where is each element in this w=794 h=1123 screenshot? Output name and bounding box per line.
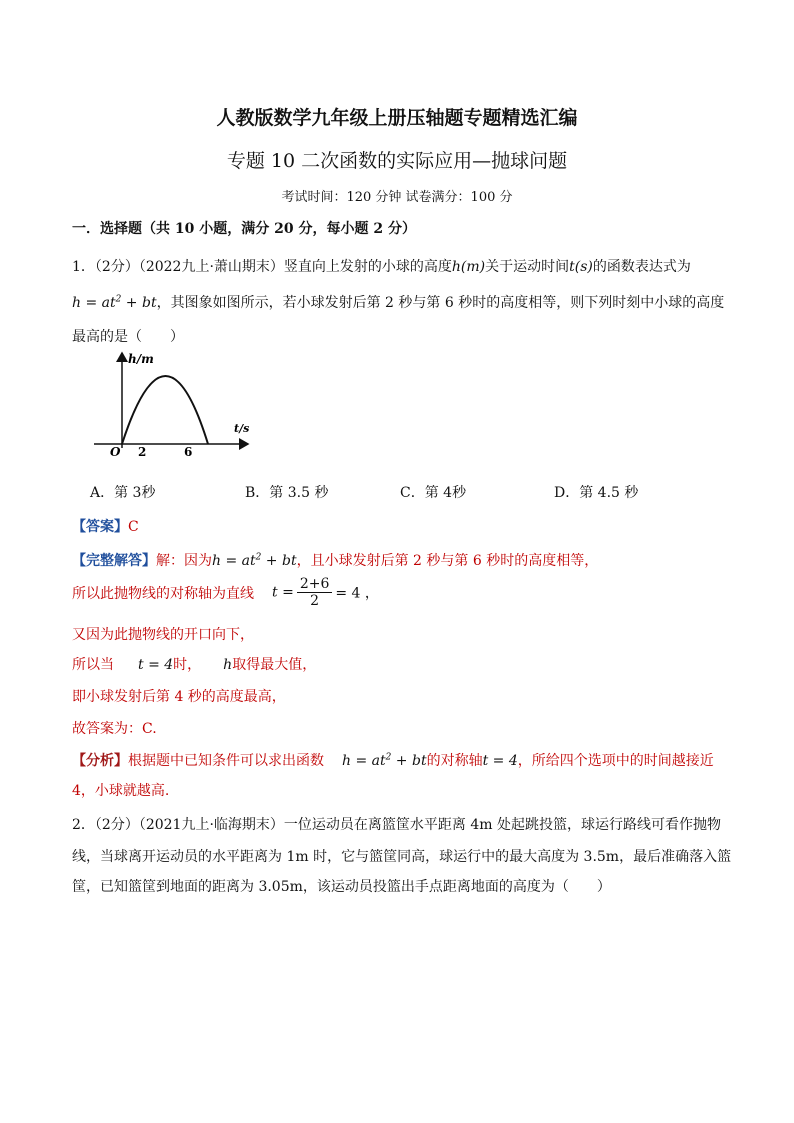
- document-topic-title: 专题 10 二次函数的实际应用—抛球问题: [226, 150, 568, 172]
- q1-formula: $h = at^2$ + bt: [72, 294, 157, 311]
- q1-solution-line4: 所以当 t = 4时， h取得最大值，: [72, 657, 317, 673]
- parabola-curve: [122, 376, 208, 444]
- q1-solution-line3: 又因为此抛物线的开口向下，: [72, 627, 254, 643]
- q1-prefix: 1．（2分）（2022九上·萧山期末）竖直向上发射的小球的高度: [72, 259, 452, 275]
- q1-option-d[interactable]: D．第 4.5 秒: [554, 485, 639, 501]
- q1-line1: [72, 256, 691, 276]
- q2-line1: 2．（2分）（2021九上·临海期末）一位运动员在离篮筐水平距离 4m 处起跳投篮，球运行路线可看作抛物: [72, 817, 721, 833]
- answer-value: C: [128, 519, 139, 535]
- y-axis-label: h/m: [128, 352, 154, 366]
- origin-label: O: [110, 445, 121, 459]
- tick-label-2: 2: [138, 445, 147, 459]
- q1-analysis-line1: 【分析】根据题中已知条件可以求出函数 $h = at^2$ + bt的对称轴t = 4，所给四个选项中的时间越接近: [72, 752, 714, 769]
- q2-line2: 线，当球离开运动员的水平距离为 1m 时，它与篮筐同高，球运行中的最大高度为 3.5m，最后准确落入篮: [72, 849, 732, 865]
- q1-option-c[interactable]: C．第 4秒: [400, 485, 467, 501]
- q1-solution-line2: 所以此抛物线的对称轴为直线 t = $\frac{2+6}{2}$ = 4 ，: [72, 576, 379, 609]
- tick-label-6: 6: [184, 445, 193, 459]
- q1-solution-line5: 即小球发射后第 4 秒的高度最高，: [72, 689, 286, 705]
- q1-solution-line6: 故答案为：C.: [72, 721, 157, 737]
- document-series-title: 人教版数学九年级上册压轴题专题精选汇编: [216, 107, 578, 129]
- x-axis-label: t/s: [234, 422, 250, 435]
- q1-line2: [72, 292, 724, 312]
- q1-solution-line1: 【完整解答】解：因为$h = at^2$ + bt，且小球发射后第 2 秒与第 6 秒时的高度相等，: [72, 552, 599, 569]
- exam-info: 考试时间：120 分钟 试卷满分：100 分: [281, 190, 513, 205]
- q1-suffix: 的函数表达式为: [592, 259, 691, 275]
- q1-line3: 最高的是（ ）: [72, 329, 184, 345]
- q2-line3: 筐，已知篮筐到地面的距离为 3.05m，该运动员投篮出手点距离地面的高度为（ ）: [72, 879, 611, 895]
- q1-analysis-line2: 4，小球就越高.: [72, 783, 170, 799]
- solution-tag: 【完整解答】: [72, 553, 156, 569]
- analysis-tag: 【分析】: [72, 753, 128, 769]
- section-heading: 一．选择题（共 10 小题，满分 20 分，每小题 2 分）: [72, 221, 416, 237]
- q1-parabola-graph: [88, 350, 260, 459]
- q1-h-unit: h(m): [451, 259, 486, 275]
- q1-t-unit: t(s): [569, 259, 593, 275]
- q1-option-a[interactable]: A．第 3秒: [90, 485, 156, 501]
- q1-line2-rest: ，其图象如图所示，若小球发射后第 2 秒与第 6 秒时的高度相等，则下列时刻中小球的高度: [156, 295, 725, 311]
- q1-mid: 关于运动时间: [485, 259, 570, 275]
- q1-answer: [72, 516, 139, 536]
- q1-option-b[interactable]: B．第 3.5 秒: [245, 485, 329, 501]
- answer-tag: 【答案】: [72, 519, 128, 535]
